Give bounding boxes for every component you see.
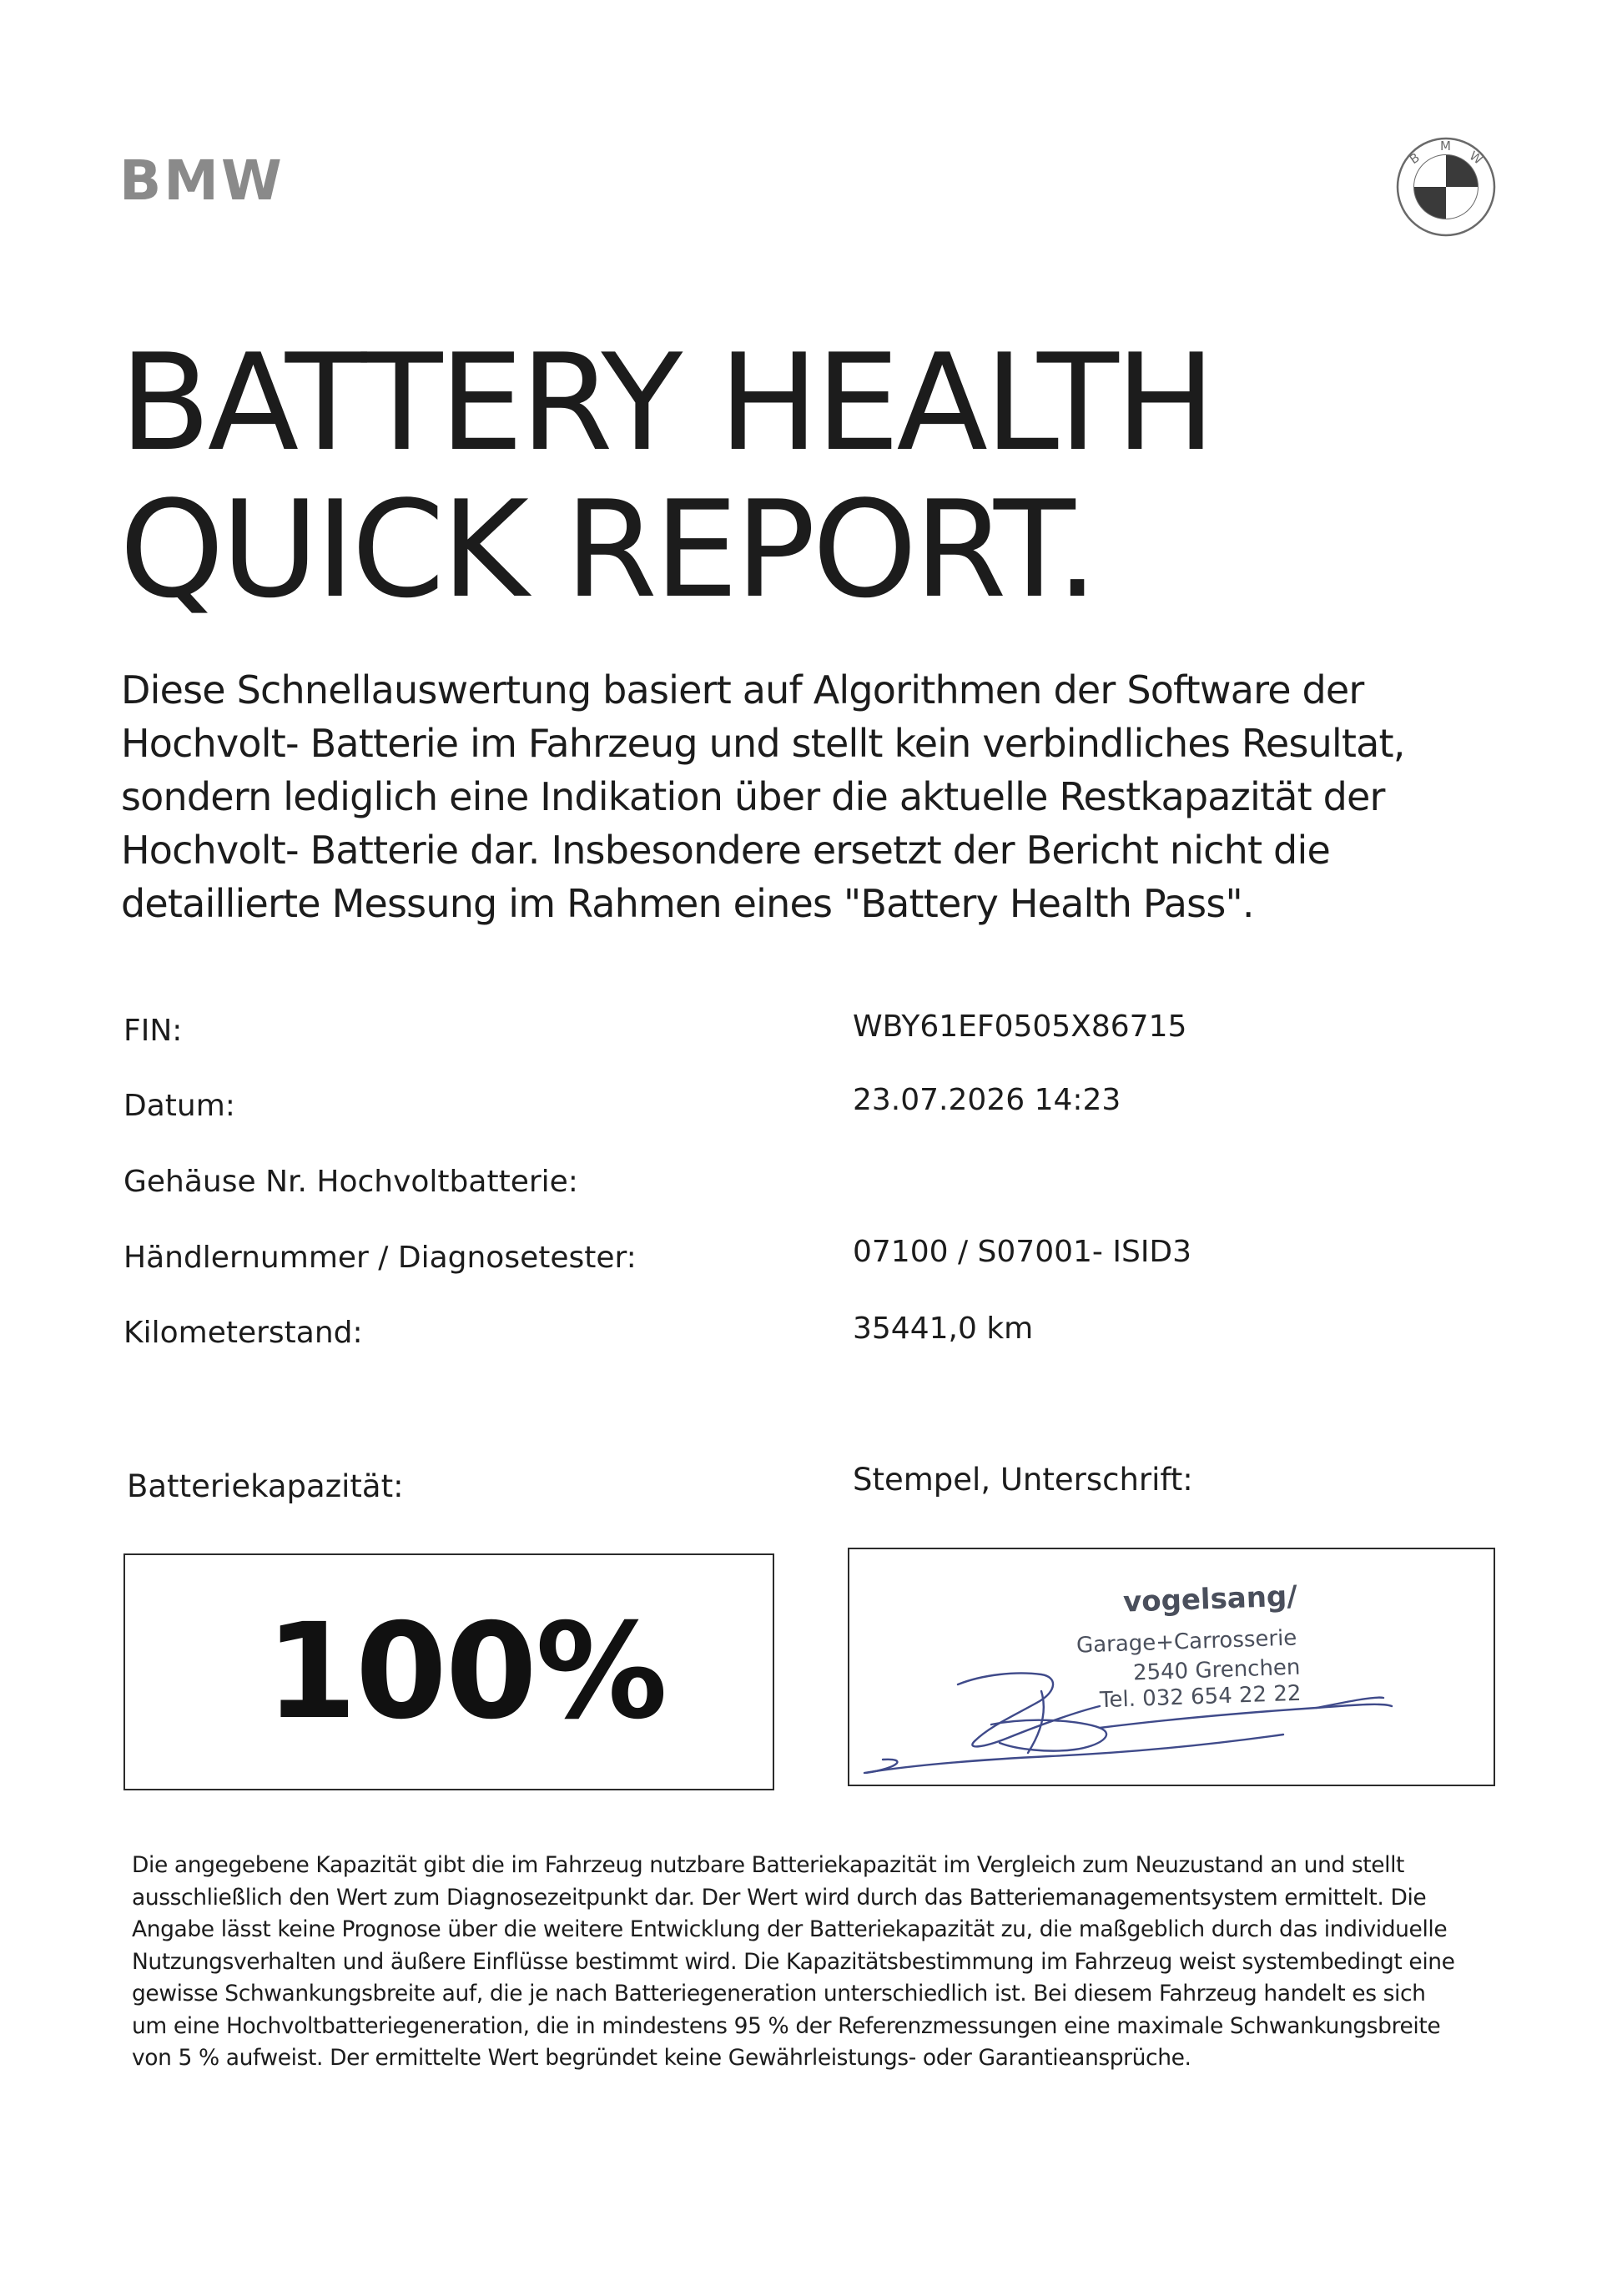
intro-line: sondern lediglich eine Indikation über die aktuelle Restkapazität der [121,774,1385,819]
roundel-letter-b: B [1406,149,1423,168]
capacity-box [123,1553,774,1790]
intro-line: Hochvolt- Batterie im Fahrzeug und stellt kein verbindliches Resultat, [121,721,1405,766]
brand-wordmark: BMW [119,149,285,213]
disclaimer-footnote [132,1850,1500,2075]
capacity-label: Batteriekapazität: [127,1468,404,1504]
footnote-line: ausschließlich den Wert zum Diagnosezeitpunkt dar. Der Wert wird durch das Batteriemanagementsystem ermittelt. Die [132,1884,1427,1911]
battery-housing-label: Gehäuse Nr. Hochvoltbatterie: [123,1165,578,1199]
stamp-address: 2540 Grenchen [1132,1654,1301,1686]
footnote-line: Nutzungsverhalten und äußere Einflüsse bestimmt wird. Die Kapazitätsbestimmung im Fahrzeug weist systembedingt eine [132,1948,1455,1975]
footnote-line: Angabe lässt keine Prognose über die weitere Entwicklung der Batteriekapazität zu, die maßgeblich durch das individuelle [132,1916,1448,1942]
report-title-line-2: QUICK REPORT. [119,471,1096,627]
stamp-company-type: Garage+Carrosserie [1076,1625,1297,1659]
mileage-value: 35441,0 km [853,1312,1034,1346]
footnote-line: Die angegebene Kapazität gibt die im Fahrzeug nutzbare Batteriekapazität im Vergleich zum Neuzustand an und stellt [132,1852,1405,1878]
report-title-line-1: BATTERY HEALTH [119,325,1213,481]
intro-line: Diese Schnellauswertung basiert auf Algorithmen der Software der [121,667,1364,712]
stamp-phone: Tel. 032 654 22 22 [1099,1680,1302,1714]
stamp-company-name: vogelsang/ [1122,1579,1298,1619]
footnote-line: gewisse Schwankungsbreite auf, die je nach Batteriegeneration unterschiedlich ist. Bei diesem Fahrzeug handelt es sich [132,1981,1426,2006]
intro-line: detaillierte Messung im Rahmen eines "Battery Health Pass". [121,881,1254,926]
date-label: Datum: [123,1089,235,1123]
mileage-label: Kilometerstand: [123,1316,363,1350]
bmw-roundel-icon [1395,136,1497,238]
handwritten-signature [849,1549,1495,1786]
dealer-tester-value: 07100 / S07001- ISID3 [853,1235,1192,1269]
capacity-value: 100% [264,1595,667,1749]
footnote-line: von 5 % aufweist. Der ermittelte Wert begründet keine Gewährleistungs- oder Garantieansprüche. [132,2045,1191,2071]
dealer-tester-label: Händlernummer / Diagnosetester: [123,1241,637,1275]
stamp-signature-label: Stempel, Unterschrift: [853,1462,1193,1498]
roundel-letter-w: W [1466,148,1486,168]
fin-label: FIN: [123,1014,183,1048]
fin-value: WBY61EF0505X86715 [853,1010,1187,1044]
stamp-signature-box [848,1548,1495,1786]
roundel-letter-m: M [1440,138,1451,154]
footnote-line: um eine Hochvoltbatteriegeneration, die in mindestens 95 % der Referenzmessungen eine maximale Schwankungsbreite [132,2012,1441,2039]
report-title [119,325,1213,627]
intro-paragraph [121,663,1423,930]
date-value: 23.07.2026 14:23 [853,1083,1121,1117]
intro-line: Hochvolt- Batterie dar. Insbesondere ersetzt der Bericht nicht die [121,828,1330,873]
